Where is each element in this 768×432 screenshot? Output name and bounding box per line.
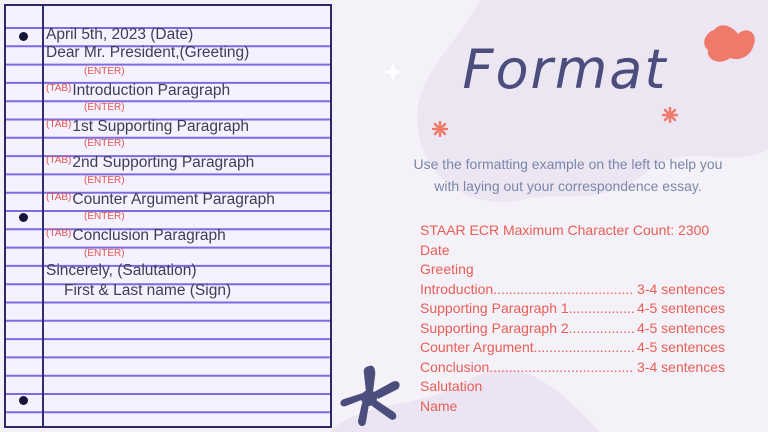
enter-marker: (ENTER) bbox=[84, 138, 125, 149]
enter-marker: (ENTER) bbox=[84, 248, 125, 259]
tab-marker: (TAB) bbox=[46, 192, 72, 203]
list-item bbox=[420, 358, 725, 378]
dot-leader bbox=[569, 319, 634, 339]
list-item-label: Introduction bbox=[420, 280, 494, 297]
paper-line bbox=[46, 116, 249, 136]
star-sparkle-icon bbox=[383, 62, 403, 82]
paper-line-text: Conclusion Paragraph bbox=[72, 227, 226, 244]
dot-leader bbox=[489, 358, 634, 378]
paper-line-text: Sincerely, (Salutation) bbox=[46, 262, 197, 279]
paper-line-text: Introduction Paragraph bbox=[72, 82, 231, 99]
paper-line-text: April 5th, 2023 (Date) bbox=[46, 26, 194, 43]
list-item-value: 4-5 sentences bbox=[637, 319, 725, 336]
paper-line bbox=[46, 152, 254, 172]
paper-line bbox=[46, 189, 275, 209]
page-title: Format bbox=[462, 38, 668, 101]
list-item-value: 3-4 sentences bbox=[637, 280, 725, 297]
list-item-value: 4-5 sentences bbox=[637, 339, 725, 355]
list-item bbox=[420, 377, 725, 397]
list-item bbox=[420, 241, 725, 261]
list-item bbox=[420, 397, 725, 417]
list-item-label: Salutation bbox=[420, 378, 483, 394]
list-item-label: Greeting bbox=[420, 261, 474, 277]
enter-marker: (ENTER) bbox=[84, 66, 125, 77]
enter-marker: (ENTER) bbox=[84, 175, 125, 186]
paper-line bbox=[46, 262, 196, 280]
paper-line bbox=[64, 282, 231, 300]
list-item bbox=[420, 299, 725, 319]
star-sparkle-icon bbox=[662, 107, 678, 123]
instructions-text: Use the formatting example on the left to help you with laying out your correspondence essay. bbox=[413, 156, 723, 194]
paper-line-text: 1st Supporting Paragraph bbox=[72, 118, 250, 135]
star-sparkle-icon bbox=[432, 121, 448, 137]
tab-marker: (TAB) bbox=[46, 155, 72, 166]
tab-marker: (TAB) bbox=[46, 228, 72, 239]
notebook-paper bbox=[4, 4, 332, 428]
enter-marker: (ENTER) bbox=[84, 211, 125, 222]
list-item-label: Conclusion bbox=[420, 358, 490, 375]
blob-shape-icon bbox=[702, 22, 758, 66]
dot-leader bbox=[493, 280, 634, 300]
list-item-value: 4-5 sentences bbox=[637, 300, 725, 316]
paper-line-text: Counter Argument Paragraph bbox=[72, 191, 275, 208]
list-item-label: Counter Argument bbox=[420, 339, 534, 355]
list-item bbox=[420, 260, 725, 280]
list-item-label: Name bbox=[420, 397, 458, 414]
paper-line-text: Dear Mr. President,(Greeting) bbox=[46, 44, 250, 61]
paper-hole-icon bbox=[19, 32, 28, 41]
paper-line bbox=[46, 225, 226, 245]
enter-marker: (ENTER) bbox=[84, 102, 125, 113]
paper-hole-icon bbox=[19, 213, 28, 222]
format-requirements-list bbox=[420, 221, 725, 416]
paper-line-text: 2nd Supporting Paragraph bbox=[72, 154, 255, 171]
margin-line bbox=[42, 6, 44, 426]
list-item bbox=[420, 338, 725, 358]
list-item-label: Supporting Paragraph 2 bbox=[420, 319, 569, 336]
paper-line bbox=[46, 80, 230, 100]
tab-marker: (TAB) bbox=[46, 83, 72, 94]
dot-leader bbox=[534, 338, 634, 358]
paper-line-text: First & Last name (Sign) bbox=[64, 282, 232, 299]
dot-leader bbox=[569, 299, 634, 319]
character-count-header: STAAR ECR Maximum Character Count: 2300 bbox=[420, 222, 710, 238]
list-item-value: 3-4 sentences bbox=[637, 358, 725, 375]
paper-hole-icon bbox=[19, 396, 28, 405]
tab-marker: (TAB) bbox=[46, 119, 72, 130]
asterisk-doodle-icon bbox=[336, 362, 406, 428]
list-item-label: Date bbox=[420, 241, 450, 258]
list-item bbox=[420, 280, 725, 300]
paper-line bbox=[46, 44, 249, 62]
paper-rule-lines bbox=[6, 6, 330, 426]
list-item-label: Supporting Paragraph 1 bbox=[420, 300, 569, 316]
paper-line bbox=[46, 26, 193, 44]
list-item bbox=[420, 319, 725, 339]
